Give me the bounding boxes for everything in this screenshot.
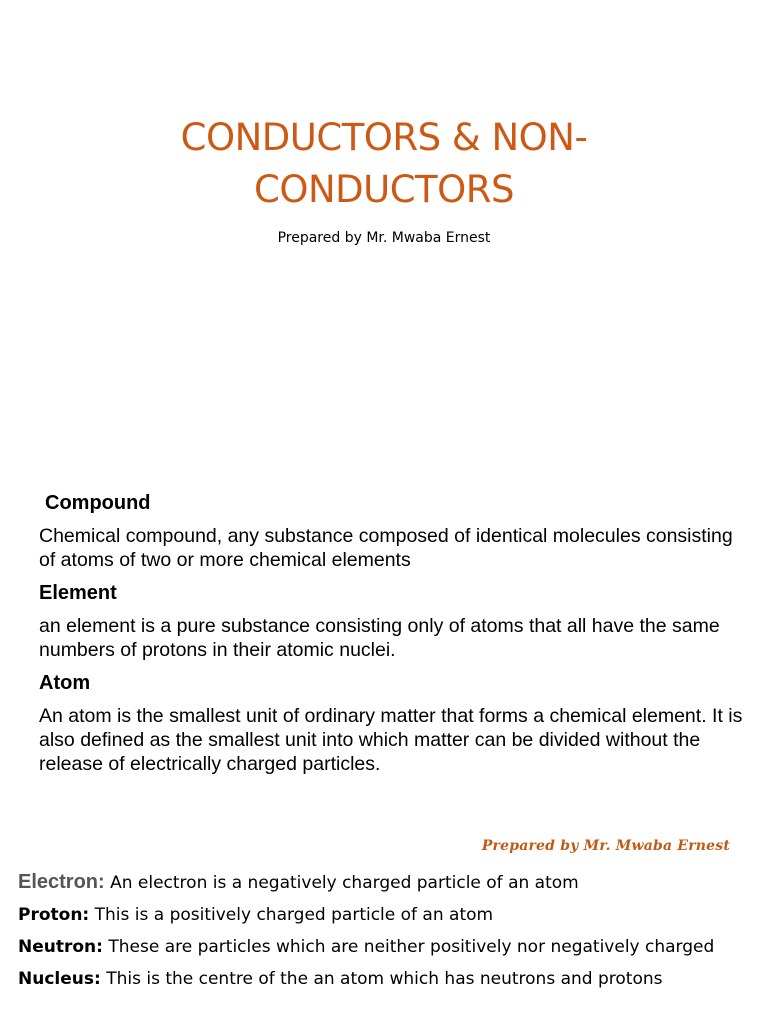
glossary-term-electron: Electron: — [18, 871, 105, 893]
definition-compound: Chemical compound, any substance composed of identical molecules consisting of atoms of two or more chemical elements — [39, 525, 733, 571]
glossary-text-neutron: These are particles which are neither positively nor negatively charged — [102, 937, 715, 957]
author-watermark: Prepared by Mr. Mwaba Ernest — [481, 838, 730, 854]
glossary-row-neutron — [18, 937, 758, 958]
definition-atom: An atom is the smallest unit of ordinary matter that forms a chemical element. It is also defined as the smallest unit into which matter can be divided without the release of electrically charged particles. — [39, 705, 743, 775]
definitions-section — [39, 490, 749, 784]
particle-glossary — [18, 872, 758, 1001]
definition-element: an element is a pure substance consisting only of atoms that all have the same numbers of protons in their atomic nuclei. — [39, 615, 720, 661]
term-compound: Compound — [45, 492, 151, 514]
slide-title-line-1: CONDUCTORS & NON- — [180, 116, 588, 159]
glossary-text-proton: This is a positively charged particle of an atom — [89, 905, 494, 925]
glossary-term-neutron: Neutron: — [18, 937, 103, 957]
term-atom: Atom — [39, 672, 91, 694]
glossary-term-proton: Proton: — [18, 905, 90, 925]
term-element: Element — [39, 582, 117, 604]
slide-title-line-2: CONDUCTORS — [254, 168, 514, 211]
slide-title — [0, 112, 768, 216]
glossary-row-nucleus — [18, 969, 758, 990]
glossary-row-electron — [18, 872, 758, 894]
glossary-row-proton — [18, 905, 758, 926]
glossary-text-nucleus: This is the centre of the an atom which has neutrons and protons — [100, 969, 663, 989]
slide-subtitle: Prepared by Mr. Mwaba Ernest — [277, 230, 491, 246]
glossary-text-electron: An electron is a negatively charged particle of an atom — [104, 873, 579, 893]
glossary-term-nucleus: Nucleus: — [18, 969, 101, 989]
